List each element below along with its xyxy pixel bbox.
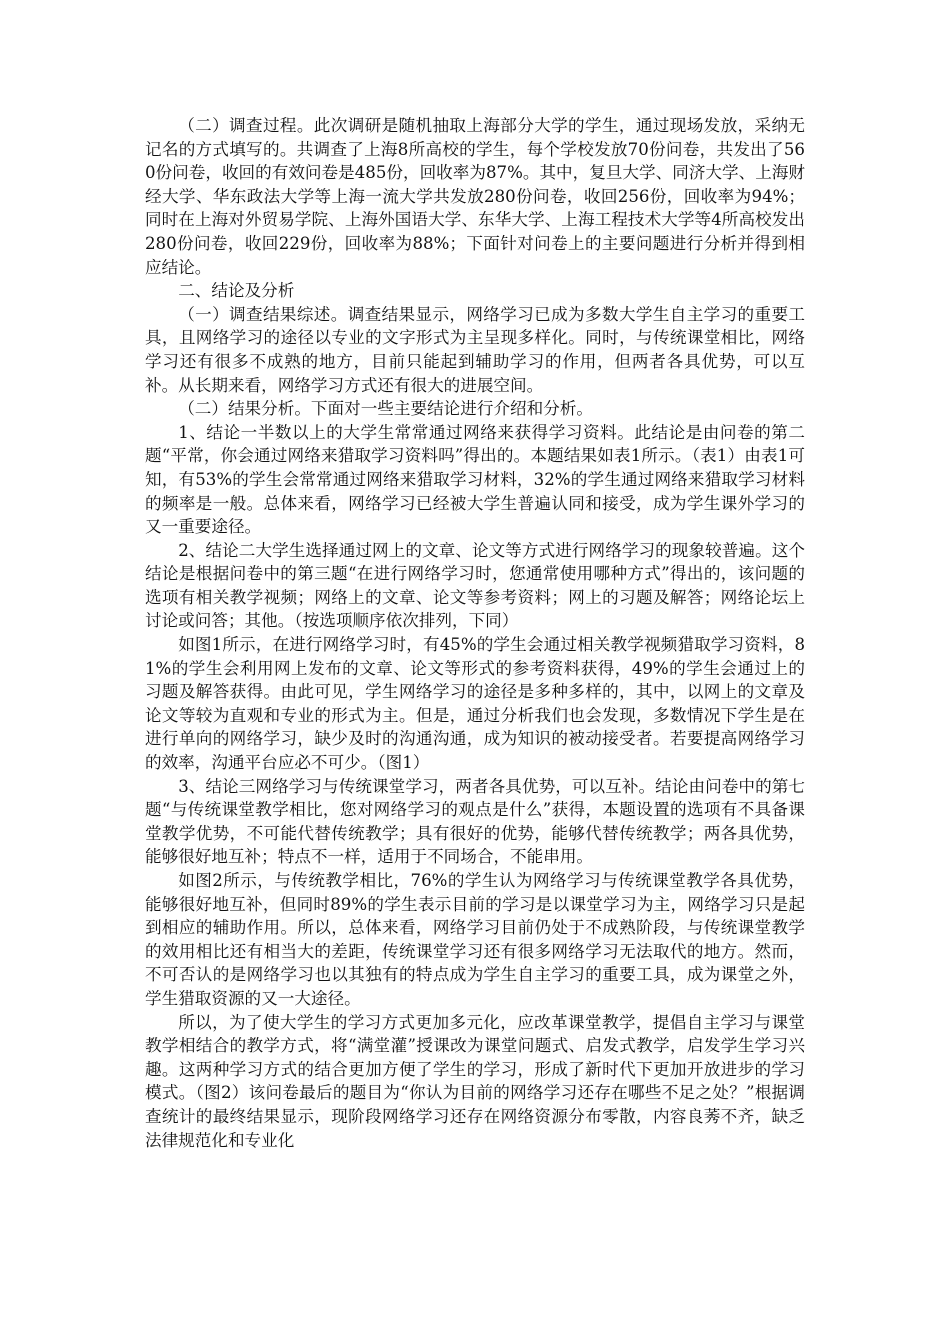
paragraph-results-analysis-intro: （二）结果分析。下面对一些主要结论进行介绍和分析。 xyxy=(178,399,594,419)
section-heading-conclusions: 二、结论及分析 xyxy=(178,281,295,301)
paragraph-conclusion-two: 2、结论二大学生选择通过网上的文章、论文等方式进行网络学习的现象较普遍。这个结论是根据问卷中的第三题“在进行网络学习时，您通常使用哪种方式”得出的，该问题的选项有相关教学视频；网络上的文章、论文等参考资料；网上的习题及解答；网络论坛上讨论或问答；其他。（按选项顺序依次排列，下同） xyxy=(145,540,805,631)
paragraph-figure-one-discussion: 如图1所示，在进行网络学习时，有45%的学生会通过相关教学视频猎取学习资料，81%的学生会利用网上发布的文章、论文等形式的参考资料获得，49%的学生会通过上的习题及解答获得。由此可见，学生网络学习的途径是多种多样的，其中，以网上的文章及论文等较为直观和专业的形式为主。但是，通过分析我们也会发现，多数情况下学生是在进行单向的网络学习，缺少及时的沟通沟通，成为知识的被动接受者。若要提高网络学习的效率，沟通平台应必不可少。（图1） xyxy=(145,635,805,773)
document-body xyxy=(145,114,805,1152)
paragraph-recommendations: 所以，为了使大学生的学习方式更加多元化，应改革课堂教学，提倡自主学习与课堂教学相结合的教学方式，将“满堂灌”授课改为课堂问题式、启发式教学，启发学生学习兴趣。这两种学习方式的结合更加方便了学生的学习，形成了新时代下更加开放进步的学习模式。（图2）该问卷最后的题目为“你认为目前的网络学习还存在哪些不足之处？”根据调查统计的最终结果显示，现阶段网络学习还存在网络资源分布零散，内容良莠不齐，缺乏法律规范化和专业化 xyxy=(145,1012,805,1150)
paragraph-results-summary: （一）调查结果综述。调查结果显示，网络学习已成为多数大学生自主学习的重要工具，且网络学习的途径以专业的文字形式为主呈现多样化。同时，与传统课堂相比，网络学习还有很多不成熟的地方，目前只能起到辅助学习的作用，但两者各具优势，可以互补。从长期来看，网络学习方式还有很大的进展空间。 xyxy=(145,304,805,395)
paragraph-conclusion-one: 1、结论一半数以上的大学生常常通过网络来获得学习资料。此结论是由问卷的第二题“平常，你会通过网络来猎取学习资料吗”得出的。本题结果如表1所示。（表1）由表1可知，有53%的学生会常常通过网络来猎取学习材料，32%的学生通过网络来猎取学习材料的频率是一般。总体来看，网络学习已经被大学生普遍认同和接受，成为学生课外学习的又一重要途径。 xyxy=(145,422,805,537)
paragraph-survey-process: （二）调查过程。此次调研是随机抽取上海部分大学的学生，通过现场发放，采纳无记名的方式填写的。共调查了上海8所高校的学生，每个学校发放70份问卷，共发出了560份问卷，收回的有效问卷是485份，回收率为87%。其中，复旦大学、同济大学、上海财经大学、华东政法大学等上海一流大学共发放280份问卷，收回256份，回收率为94%；同时在上海对外贸易学院、上海外国语大学、东华大学、上海工程技术大学等4所高校发出280份问卷，收回229份，回收率为88%；下面针对问卷上的主要问题进行分析并得到相应结论。 xyxy=(145,116,805,277)
paragraph-conclusion-three: 3、结论三网络学习与传统课堂学习，两者各具优势，可以互补。结论由问卷中的第七题“与传统课堂教学相比，您对网络学习的观点是什么”获得，本题设置的选项有不具备课堂教学优势，不可能代替传统教学；具有很好的优势，能够代替传统教学；两各具优势，能够很好地互补；特点不一样，适用于不同场合，不能串用。 xyxy=(145,776,805,867)
paragraph-figure-two-discussion: 如图2所示，与传统教学相比，76%的学生认为网络学习与传统课堂教学各具优势，能够很好地互补，但同时89%的学生表示目前的学习是以课堂学习为主，网络学习只是起到相应的辅助作用。所以，总体来看，网络学习目前仍处于不成熟阶段，与传统课堂教学的效用相比还有相当大的差距，传统课堂学习还有很多网络学习无法取代的地方。然而，不可否认的是网络学习也以其独有的特点成为学生自主学习的重要工具，成为课堂之外，学生猎取资源的又一大途径。 xyxy=(145,871,805,1008)
